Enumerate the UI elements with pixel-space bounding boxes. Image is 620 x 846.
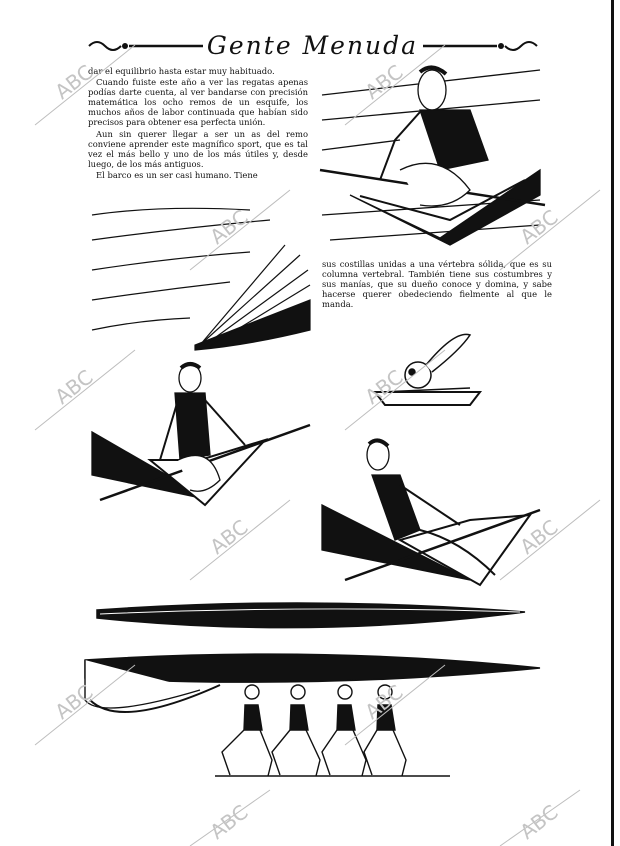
svg-text:ABC: ABC bbox=[360, 364, 408, 409]
svg-text:ABC: ABC bbox=[50, 364, 98, 409]
paragraph: El barco es un ser casi humano. Tiene bbox=[96, 169, 258, 180]
svg-text:ABC: ABC bbox=[205, 799, 253, 844]
svg-text:ABC: ABC bbox=[515, 204, 563, 249]
abc-watermark bbox=[345, 45, 445, 125]
svg-text:ABC: ABC bbox=[205, 204, 253, 249]
paragraph: dar el equilibrio hasta estar muy habituado. bbox=[88, 66, 275, 76]
abc-watermark bbox=[35, 665, 135, 745]
abc-watermark bbox=[500, 190, 600, 270]
paragraph: Aun sin querer llegar a ser un as del remo conviene aprender este magnífico sport, que es tal vez el más bello y uno de los más útiles y, desde luego, de los más antiguos. bbox=[88, 128, 308, 169]
svg-text:ABC: ABC bbox=[360, 59, 408, 104]
abc-watermark bbox=[345, 350, 445, 430]
svg-text:ABC: ABC bbox=[50, 679, 98, 724]
svg-text:ABC: ABC bbox=[360, 679, 408, 724]
svg-text:ABC: ABC bbox=[205, 514, 253, 559]
page-title: Gente Menuda bbox=[206, 31, 419, 60]
svg-text:ABC: ABC bbox=[515, 799, 563, 844]
abc-watermark bbox=[345, 665, 445, 745]
abc-watermark bbox=[35, 45, 135, 125]
abc-watermark bbox=[35, 350, 135, 430]
paragraph: sus costillas unidas a una vértebra sólida, que es su columna vertebral. También tiene sus costumbres y sus manías, que su dueño conoce y domina, y sabe hacerse querer obedeciendo fielmente al que le manda. bbox=[322, 259, 552, 310]
svg-text:ABC: ABC bbox=[515, 514, 563, 559]
abc-watermark bbox=[190, 500, 290, 580]
svg-text:ABC: ABC bbox=[50, 59, 98, 104]
abc-watermark bbox=[500, 500, 600, 580]
abc-watermark bbox=[190, 190, 290, 270]
abc-watermark bbox=[500, 790, 580, 846]
abc-watermark bbox=[190, 790, 270, 846]
paragraph: Cuando fuiste este año a ver las regatas apenas podías darte cuenta, al ver bandarse con precisión matemática los ocho remos de un esquife, los muchos años de labor continuada que habían sido precisos para obtener esa perfecta unión. bbox=[88, 77, 308, 128]
